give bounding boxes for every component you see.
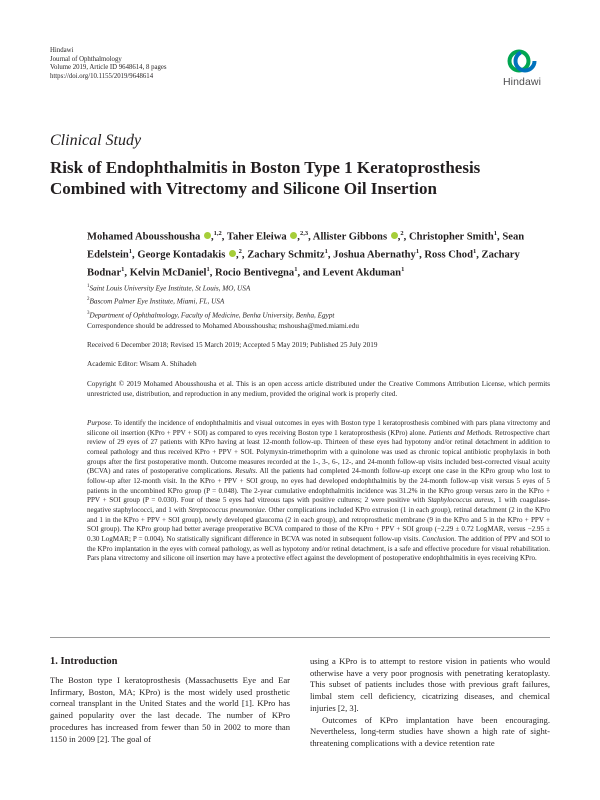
- author-name: George Kontadakis: [137, 249, 226, 261]
- orcid-icon[interactable]: [391, 232, 398, 239]
- author-name: Sean Edelstein: [87, 231, 525, 261]
- author-name: Christopher Smith: [408, 231, 494, 243]
- abstract-results-label: Results.: [235, 467, 258, 476]
- affiliations: [87, 281, 547, 321]
- journal-name: Journal of Ophthalmology: [50, 55, 122, 63]
- author-name: Levent Akduman: [322, 267, 402, 279]
- abstract-results-b: , 1 with coagulase-negative staphylococci, and 1 with: [87, 496, 550, 514]
- affiliation-line: [87, 281, 547, 294]
- hindawi-logo-icon: [507, 47, 537, 75]
- author-affiliation-marker: 2: [400, 230, 404, 237]
- author-affiliation-marker: 2,3: [299, 230, 309, 237]
- affiliation-number: 2: [87, 297, 90, 303]
- volume-line: Volume 2019, Article ID 9648614, 8 pages: [50, 64, 167, 72]
- author-name: Ross Chod: [424, 249, 473, 261]
- abstract-results-c: . Other complications included KPro extrusion (1 in each group), retinal detachment (2 in the KPro and 1 in the KPro + PPV + SOI group), newly developed glaucoma (2 in each group), and retroprosthetic membrane (9 in the KPro and 5 in the KPro + PPV + SOI group). The KPro group had better average preoperative BCVA compared to those of the KPro + PPV + SOI group (−2.29 ± 0.72 LogMAR, versus −2.95 ± 0.30 LogMAR; P = 0.004). No statistically significant difference in BCVA was noted in subsequent follow-up visits.: [87, 505, 551, 543]
- intro-paragraph: The Boston type I keratoprosthesis (Massachusetts Eye and Ear Infirmary, Boston, MA; KPro) is the most widely used prosthetic corneal transplant in the United States and the world [1]. KPro has gained popularity over the last decade. The number of KPro procedures has increased from fewer than 50 in 2002 to more than 1150 in 2009 [2]. The goal of: [50, 675, 290, 744]
- affiliation-text: Saint Louis University Eye Institute, St Louis, MO, USA: [89, 284, 251, 293]
- affiliation-text: Bascom Palmer Eye Institute, Miami, FL, USA: [89, 297, 225, 306]
- author-name: Joshua Abernathy: [333, 249, 416, 261]
- author-affiliation-marker: 1: [493, 230, 498, 237]
- author-name: Rocio Bentivegna: [215, 267, 295, 279]
- academic-editor: Academic Editor: Wisam A. Shihadeh: [87, 360, 197, 368]
- author-name: Zachary Bodnar: [87, 249, 520, 279]
- author-name: Allister Gibbons: [312, 231, 388, 243]
- doi-link[interactable]: https://doi.org/10.1155/2019/9648614: [50, 72, 154, 80]
- orcid-icon[interactable]: [229, 250, 236, 257]
- intro-right-column: [310, 656, 550, 750]
- journal-info: [50, 47, 167, 81]
- hindawi-logo-text: Hindawi: [502, 76, 542, 88]
- organism-strep: Streptococcus pneumoniae: [188, 505, 265, 514]
- article-dates: Received 6 December 2018; Revised 15 March 2019; Accepted 5 May 2019; Published 25 July 2019: [87, 341, 378, 349]
- publisher-name: Hindawi: [50, 47, 74, 54]
- author-affiliation-marker: 1: [121, 266, 125, 274]
- author-name: Zachary Schmitz: [247, 249, 325, 261]
- author-affiliation-marker: 1: [401, 266, 405, 274]
- affiliation-line: [87, 294, 547, 307]
- author-affiliation-marker: 1: [472, 248, 477, 256]
- abstract-conclusion-label: Conclusion.: [422, 534, 457, 543]
- author-affiliation-marker: 1: [206, 266, 210, 274]
- abstract: [87, 419, 550, 564]
- abstract-methods-label: Patients and Methods.: [428, 428, 493, 437]
- introduction-heading: 1. Introduction: [50, 656, 118, 667]
- author-affiliation-marker: 1,2: [213, 230, 222, 237]
- orcid-icon[interactable]: [290, 232, 297, 239]
- author-name: Mohamed Abousshousha: [87, 231, 201, 243]
- author-affiliation-marker: 1: [128, 248, 133, 256]
- intro-paragraph-2: Outcomes of KPro implantation have been encouraging. Nevertheless, long-term studies have shown a high rate of sight-threatening complications with a device retention rate: [310, 714, 550, 748]
- abstract-purpose: To identify the incidence of endophthalmitis and visual outcomes in eyes with Boston type 1 keratoprosthesis combined with pars plana vitrectomy and silicone oil insertion (KPro + PPV + SOI) as compared to eyes receiving Boston type 1 keratoprosthesis (KPro) alone.: [87, 419, 550, 437]
- organism-staph: Staphylococcus aureus: [427, 496, 494, 505]
- intro-left-column: [50, 675, 290, 745]
- affiliation-number: 1: [87, 284, 90, 289]
- author-affiliation-marker: 2: [238, 248, 242, 256]
- author-list: Mohamed Abousshousha ,$^{1,2}$, Taher Eleiwa ,$^{2,3}$, Allister Gibbons ,$^2$, Christopher Smith$^1$, Sean Edelstein$^1$, George Kontadakis ,$^2$, Zachary Schmitz$^1$, Joshua Abernathy$^1$, Ross Chod$^1$, Zachary Bodnar$^1$, Kelvin McDaniel$^1$, Rocio Bentivegna$^1$, and Levent Akduman$^1$: [87, 230, 525, 279]
- affiliation-text: Department of Ophthalmology, Faculty of Medicine, Benha University, Benha, Egypt: [89, 311, 335, 320]
- section-divider: [50, 637, 550, 638]
- abstract-methods: Retrospective chart review of 29 eyes of 27 patients with KPro having at least 12-month follow-up. Thirteen of these eyes had hypotony and/or retinal detachment in addition to corneal pathology and thus received KPro + PPV + SOI. Polymyxin-trimethoprim with a quinolone was used as chronic topical antibiotic prophylaxis in both groups after the first postoperative month. Outcome measures recorded at the 1-, 3-, 6-, 12-, and 24-month follow-up visits included best-corrected visual acuity (BCVA) and rates of postoperative complications.: [87, 428, 551, 476]
- author-name: Taher Eleiwa: [226, 231, 287, 243]
- author-affiliation-marker: 1: [415, 248, 420, 256]
- author-affiliation-marker: 1: [324, 248, 328, 256]
- affiliation-number: 3: [87, 310, 90, 316]
- author-affiliation-marker: 1: [294, 266, 298, 274]
- copyright-notice: Copyright © 2019 Mohamed Abousshousha et al. This is an open access article distributed under the Creative Commons Attribution License, which permits unrestricted use, distribution, and reproduction in any medium, provided the original work is properly cited.: [87, 380, 550, 398]
- article-title: Risk of Endophthalmitis in Boston Type 1 Keratoprosthesis Combined with Vitrectomy and Silicone Oil Insertion: [50, 158, 481, 198]
- author-name: Kelvin McDaniel: [129, 267, 207, 279]
- intro-paragraph-continued: using a KPro is to attempt to restore vision in patients who would otherwise have a very poor prognosis with penetrating keratoplasty. This subset of patients includes those with previous graft failures, limbal stem cell deficiency, cicatrizing diseases, and chemical injuries [2, 3].: [310, 656, 550, 713]
- abstract-results-a: All the patients had completed 24-month follow-up except one case in the KPro group who lost to follow-up after 12-month visit. In the KPro + PPV + SOI group, no eyes had developed endophthalmitis by the 24-month follow-up visit versus 5 eyes of 5 patients in the uncombined KPro group (P = 0.048). The 2-year cumulative endophthalmitis incidence was 31.2% in the KPro group versus zero in the KPro + PPV + SOI group (P = 0.030). Four of these 5 eyes had vitreous taps with positive cultures; 2 were positive with: [87, 467, 550, 505]
- abstract-purpose-label: Purpose.: [87, 419, 113, 427]
- hindawi-logo[interactable]: [494, 47, 550, 89]
- correspondence: Correspondence should be addressed to Mohamed Abousshousha; mshousha@med.miami.edu: [87, 322, 359, 330]
- abstract-conclusion: The addition of PPV and SOI to the KPro implantation in the eyes with corneal pathology, as well as hypotony and/or retinal detachment, is a safe and effective procedure for visual rehabilitation. Pars plana vitrectomy and silicone oil insertion may have a protective effect against the development of postoperative endophthalmitis in eyes receiving KPro.: [87, 534, 550, 563]
- orcid-icon[interactable]: [204, 232, 211, 239]
- affiliation-line: [87, 308, 547, 321]
- article-type: Clinical Study: [50, 132, 142, 149]
